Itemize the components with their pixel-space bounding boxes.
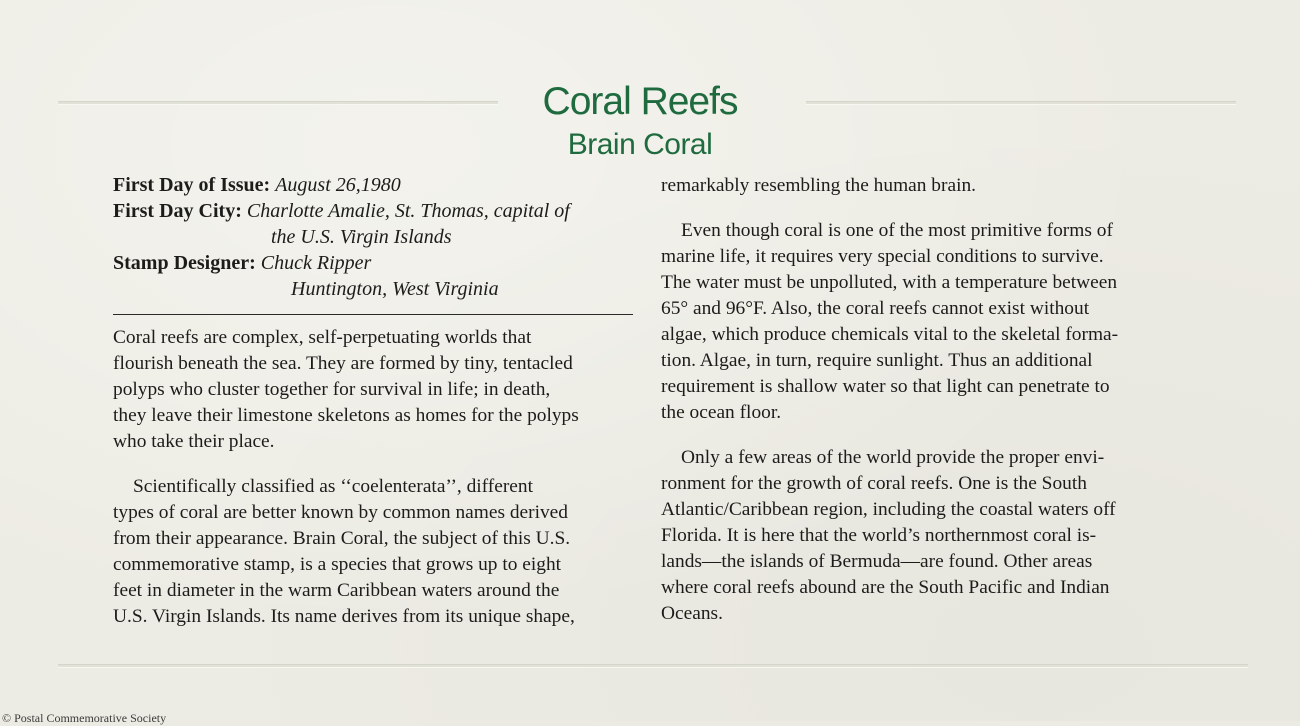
right-paragraph-2 (661, 218, 1181, 426)
first-day-row (113, 172, 643, 198)
stamp-designer-row (113, 250, 643, 276)
text-line: tion. Algae, in turn, require sunlight. Thus an additional (661, 350, 1093, 371)
text-line: Even though coral is one of the most primitive forms of (681, 220, 1113, 241)
text-line: lands—the islands of Bermuda—are found. Other areas (661, 551, 1093, 572)
right-paragraph-1 (661, 173, 1181, 199)
stamp-designer-label: Stamp Designer: (113, 252, 256, 274)
text-line: 65° and 96°F. Also, the coral reefs cannot exist without (661, 298, 1090, 319)
text-line: algae, which produce chemicals vital to the skeletal forma- (661, 324, 1119, 345)
left-text-column (113, 325, 638, 630)
text-line: Coral reefs are complex, self-perpetuating worlds that (113, 327, 532, 348)
text-line: feet in diameter in the warm Caribbean waters around the (113, 580, 560, 601)
text-line: remarkably resembling the human brain. (661, 175, 976, 196)
text-line: from their appearance. Brain Coral, the subject of this U.S. (113, 528, 571, 549)
first-day-value: August 26,1980 (275, 174, 401, 196)
copyright-footer: © Postal Commemorative Society (2, 711, 167, 725)
right-paragraph-3 (661, 445, 1181, 627)
first-day-city-value-cont: the U.S. Virgin Islands (271, 226, 452, 248)
first-day-city-value: Charlotte Amalie, St. Thomas, capital of (246, 200, 570, 222)
page-title: Coral Reefs (542, 80, 738, 123)
text-line: U.S. Virgin Islands. Its name derives from its unique shape, (113, 606, 575, 627)
text-line: Scientifically classified as ‘‘coelenterata’’, different (133, 476, 533, 497)
text-line: who take their place. (113, 431, 275, 452)
stamp-designer-value: Chuck Ripper (260, 252, 372, 274)
text-line: polyps who cluster together for survival in life; in death, (113, 379, 551, 400)
text-line: Oceans. (661, 603, 723, 624)
right-text-column (661, 173, 1181, 627)
first-day-label: First Day of Issue: (113, 174, 271, 196)
text-line: they leave their limestone skeletons as homes for the polyps (113, 405, 579, 426)
text-line: where coral reefs abound are the South Pacific and Indian (661, 577, 1110, 598)
left-paragraph-2 (113, 474, 638, 630)
section-divider (113, 314, 633, 315)
first-day-city-row (113, 198, 643, 224)
page-subtitle: Brain Coral (567, 128, 713, 161)
text-line: Atlantic/Caribbean region, including the coastal waters off (661, 499, 1116, 520)
text-line: types of coral are better known by common names derived (113, 502, 568, 523)
left-paragraph-1 (113, 325, 638, 455)
issue-info (113, 172, 643, 302)
text-line: the ocean floor. (661, 402, 782, 423)
text-line: marine life, it requires very special conditions to survive. (661, 246, 1104, 267)
embossed-line-bottom (58, 664, 1248, 668)
text-line: requirement is shallow water so that light can penetrate to (661, 376, 1110, 397)
text-line: flourish beneath the sea. They are formed by tiny, tentacled (113, 353, 573, 374)
text-line: ronment for the growth of coral reefs. One is the South (661, 473, 1087, 494)
first-day-city-label: First Day City: (113, 200, 242, 222)
text-line: Only a few areas of the world provide the proper envi- (681, 447, 1105, 468)
text-line: commemorative stamp, is a species that grows up to eight (113, 554, 562, 575)
text-line: Florida. It is here that the world’s northernmost coral is- (661, 525, 1097, 546)
text-line: The water must be unpolluted, with a temperature between (661, 272, 1118, 293)
stamp-designer-location: Huntington, West Virginia (291, 278, 499, 300)
